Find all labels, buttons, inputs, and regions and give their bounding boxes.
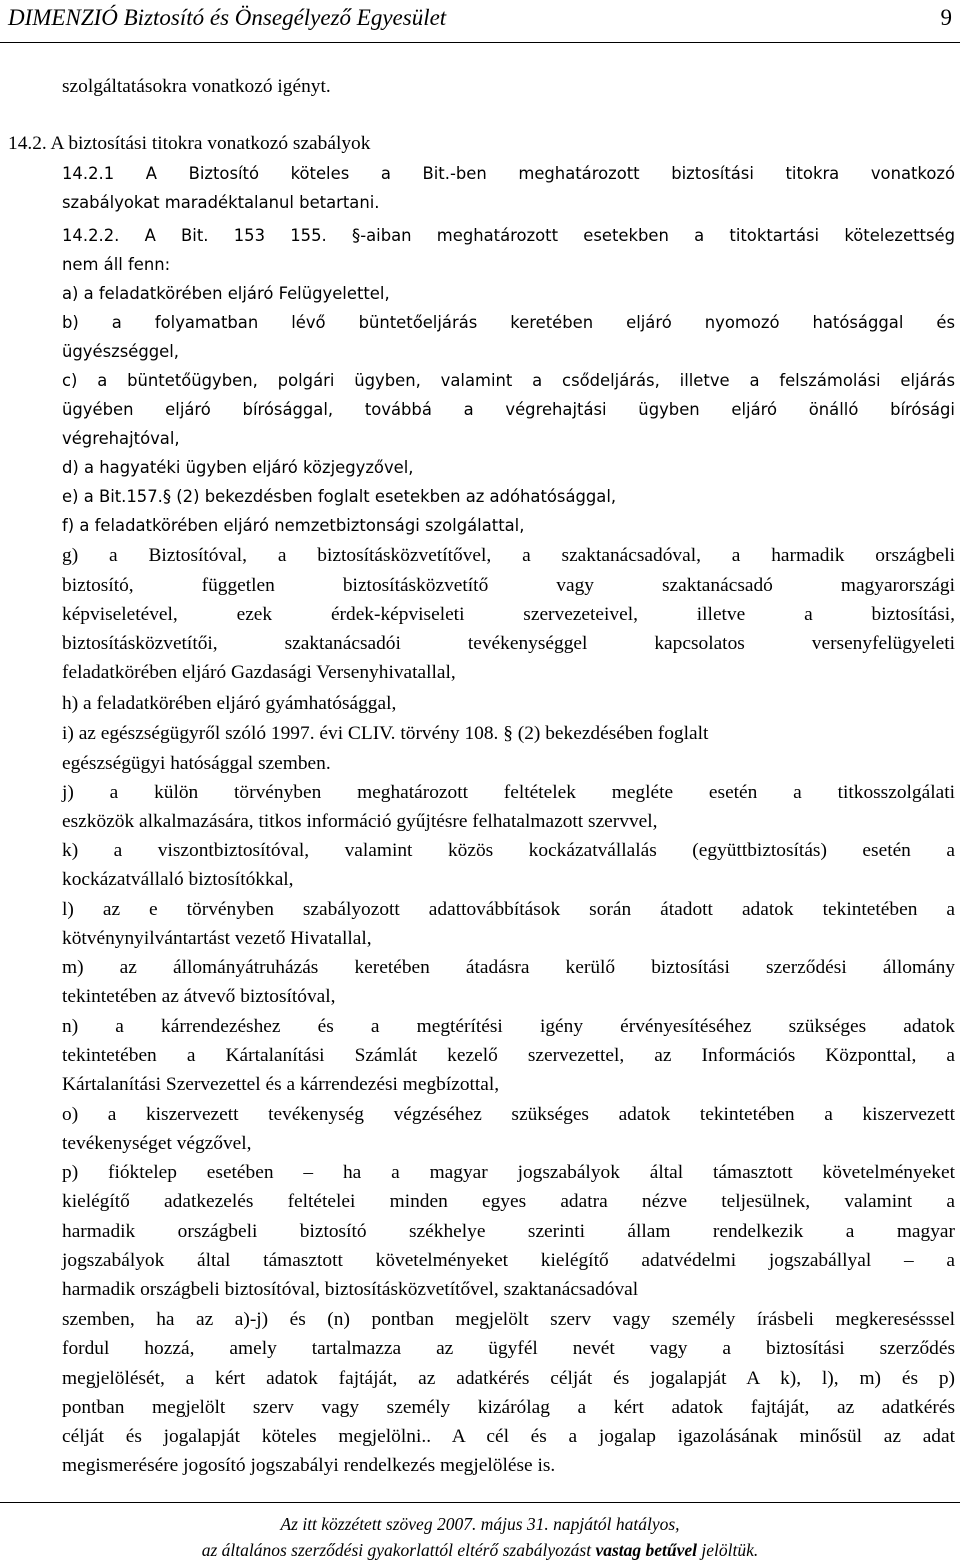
text-line: o) a kiszervezett tevékenység végzéséhez szükséges adatok tekintetében a kiszervezett xyxy=(62,1104,955,1125)
text-line: f) a feladatkörében eljáró nemzetbiztonsági szolgálattal, xyxy=(62,516,525,535)
text-line: végrehajtóval, xyxy=(62,429,180,448)
text-line: feladatkörében eljáró Gazdasági Versenyhivatallal, xyxy=(62,662,456,683)
text-line: c) a büntetőügyben, polgári ügyben, valamint a csődeljárás, illetve a felszámolási eljárás xyxy=(62,371,955,390)
text-line: 14.2.1 A Biztosító köteles a Bit.-ben meghatározott biztosítási titokra vonatkozó xyxy=(62,164,955,183)
text-line: fordul hozzá, amely tartalmazza az ügyfél nevét vagy a biztosítási szerződés xyxy=(62,1338,955,1359)
text-line: megjelölését, a kért adatok fajtáját, az adatkérés célját és jogalapját A k), l), m) és p) xyxy=(62,1368,955,1389)
text-line: p) fióktelep esetében – ha a magyar jogszabályok által támasztott követelményeket xyxy=(62,1162,955,1183)
text-line: m) az állományátruházás keretében átadásra kerülő biztosítási szerződési állomány xyxy=(62,957,955,978)
text-line: 14.2. A biztosítási titokra vonatkozó szabályok xyxy=(8,133,371,154)
text-line: tekintetében az átvevő biztosítóval, xyxy=(62,986,336,1007)
text-line: nem áll fenn: xyxy=(62,255,171,274)
page-header xyxy=(0,0,960,43)
text-line: j) a külön törvényben meghatározott feltételek megléte esetén a titkosszolgálati xyxy=(62,782,955,803)
footer-bold-text: vastag betűvel xyxy=(595,1540,698,1560)
text-line: l) az e törvényben szabályozott adattovábbítások során átadott adatok tekintetében a xyxy=(62,899,955,920)
text-line: képviseletével, ezek érdek-képviseleti szervezeteivel, illetve a biztosítási, xyxy=(62,604,955,625)
text-line: harmadik országbeli biztosító székhelye szerinti állam rendelkezik a magyar xyxy=(62,1221,955,1242)
text-line: a) a feladatkörében eljáró Felügyelettel, xyxy=(62,284,390,303)
text-line: megismerésére jogosító jogszabályi rendelkezés megjelölése is. xyxy=(62,1455,556,1476)
footer-text-end: jelöltük. xyxy=(697,1540,759,1560)
text-line: n) a kárrendezéshez és a megtérítési igény érvényesítéséhez szükséges adatok xyxy=(62,1016,955,1037)
text-line: tekintetében a Kártalanítási Számlát kezelő szervezettel, az Információs Központtal, a xyxy=(62,1045,955,1066)
text-line: biztosító, független biztosításközvetítő vagy szaktanácsadó magyarországi xyxy=(62,575,955,596)
text-line: harmadik országbeli biztosítóval, biztosításközvetítővel, szaktanácsadóval xyxy=(62,1279,639,1300)
text-line: pontban megjelölt szerv vagy személy kizárólag a kért adatok fajtáját, az adatkérés xyxy=(62,1397,955,1418)
text-line: célját és jogalapját köteles megjelölni.. A cél és a jogalap igazolásának minősül az adat xyxy=(62,1426,955,1447)
text-line: szolgáltatásokra vonatkozó igényt. xyxy=(62,76,331,97)
text-line: szabályokat maradéktalanul betartani. xyxy=(62,193,380,212)
footer-divider xyxy=(0,1502,960,1503)
text-line: szemben, ha az a)-j) és (n) pontban megjelölt szerv vagy személy írásbeli megkeresésssel xyxy=(62,1309,955,1330)
text-line: biztosításközvetítői, szaktanácsadói tevékenységgel kapcsolatos versenyfelügyeleti xyxy=(62,633,955,654)
footer-text: az általános szerződési gyakorlattól eltérő szabályozást xyxy=(201,1540,596,1560)
page-number: 9 xyxy=(940,5,952,30)
text-line: g) a Biztosítóval, a biztosításközvetítővel, a szaktanácsadóval, a harmadik országbeli xyxy=(62,545,955,566)
text-line: i) az egészségügyről szóló 1997. évi CLIV. törvény 108. § (2) bekezdésében foglalt xyxy=(62,723,709,744)
text-line: ügyészséggel, xyxy=(62,342,179,361)
text-line: kötvénynyilvántartást vezető Hivatallal, xyxy=(62,928,372,949)
text-line: Kártalanítási Szervezettel és a kárrendezési megbízottal, xyxy=(62,1074,500,1095)
text-line: 14.2.2. A Bit. 153 155. §-aiban meghatározott esetekben a titoktartási kötelezettség xyxy=(62,226,955,245)
footer-line-2 xyxy=(0,1539,960,1561)
text-line: d) a hagyatéki ügyben eljáró közjegyzővel, xyxy=(62,458,414,477)
footer-line-1: Az itt közzétett szöveg 2007. május 31. napjától hatályos, xyxy=(280,1514,680,1534)
text-line: k) a viszontbiztosítóval, valamint közös kockázatvállalás (együttbiztosítás) esetén a xyxy=(62,840,955,861)
text-line: tevékenységet végzővel, xyxy=(62,1133,252,1154)
text-line: e) a Bit.157.§ (2) bekezdésben foglalt esetekben az adóhatósággal, xyxy=(62,487,617,506)
text-line: kockázatvállaló biztosítókkal, xyxy=(62,869,294,890)
header-title: DIMENZIÓ Biztosító és Önsegélyező Egyesület xyxy=(8,5,447,30)
text-line: kielégítő adatkezelés feltételei minden egyes adatra nézve teljesülnek, valamint a xyxy=(62,1191,955,1212)
text-line: h) a feladatkörében eljáró gyámhatósággal, xyxy=(62,693,397,714)
text-line: jogszabályok által támasztott követelményeket kielégítő adatvédelmi jogszabállyal – a xyxy=(62,1250,955,1271)
text-line: ügyében eljáró bírósággal, továbbá a végrehajtási ügyben eljáró önálló bírósági xyxy=(62,400,955,419)
text-line: eszközök alkalmazására, titkos információ gyűjtésre felhatalmazott szervvel, xyxy=(62,811,658,832)
text-line: egészségügyi hatósággal szemben. xyxy=(62,753,331,774)
text-line: b) a folyamatban lévő büntetőeljárás keretében eljáró nyomozó hatósággal és xyxy=(62,313,955,332)
